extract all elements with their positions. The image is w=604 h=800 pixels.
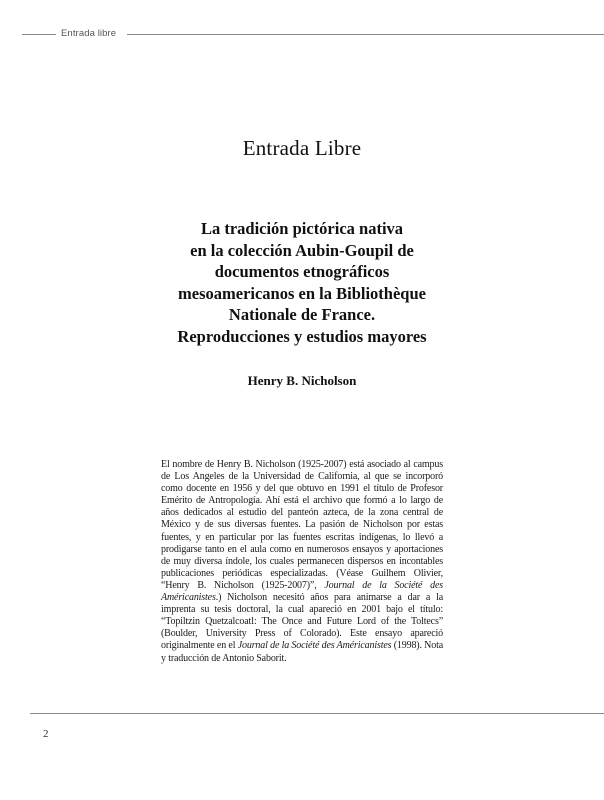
running-head-label: Entrada libre: [61, 28, 117, 39]
running-head: [0, 27, 604, 41]
running-head-rule-left: [22, 34, 56, 35]
author-name: Henry B. Nicholson: [247, 373, 357, 388]
article-title-line: mesoamericanos en la Bibliothèque: [178, 283, 426, 303]
journal-title: Journal de la Société des Américanistes: [161, 579, 443, 604]
article-title: [120, 218, 484, 347]
intro-text: .) Nicholson necesitó años para animarse a dar a la imprenta su tesis doctoral, la cual apareció en 2001 bajo el título: “Topiltzin Quetzalcoatl: The Once and Future Lord of the Toltecs” (Boulder, University Press of Colorado). Este ensayo apareció originalmente en el: [161, 592, 443, 652]
article-title-line: documentos etnográficos: [214, 262, 390, 281]
intro-note: [161, 459, 443, 665]
article-title-line: Reproducciones y estudios mayores: [177, 326, 427, 346]
intro-text: (1998). Nota y traducción de Antonio Saborit.: [161, 640, 444, 664]
intro-text: El nombre de Henry B. Nicholson (1925-2007) está asociado al campus de Los Angeles de la Universidad de California, al que se incorporó como docente en 1956 y del que obtuvo en 1991 el título de Profesor Emérito de Antropología. Ahí está el archivo que formó a lo largo de años dedicados al estudio del panteón azteca, de la zona central de México y de sus diversas fuentes. La pasión de Nicholson por estas fuentes, y en particular por las fuentes escritas indígenas, lo llevó a prodigarse tanto en el aula como en numerosos ensayos y aportaciones de muy diversa índole, los cuales permanecen dispersos en incontables publicaciones periódicas especializadas. (Véase Guilhem Olivier, “Henry B. Nicholson (1925-2007)”,: [161, 459, 443, 591]
footer-rule: [30, 713, 604, 714]
section-title: Entrada Libre: [242, 136, 362, 160]
page-number: 2: [43, 728, 49, 740]
article-title-line: en la colección Aubin-Goupil de: [190, 240, 414, 260]
running-head-rule-right: [127, 34, 604, 35]
article-title-line: La tradición pictórica nativa: [200, 219, 404, 238]
article-title-line: Nationale de France.: [228, 305, 376, 324]
journal-title: Journal de la Société des Américanistes: [237, 640, 392, 652]
